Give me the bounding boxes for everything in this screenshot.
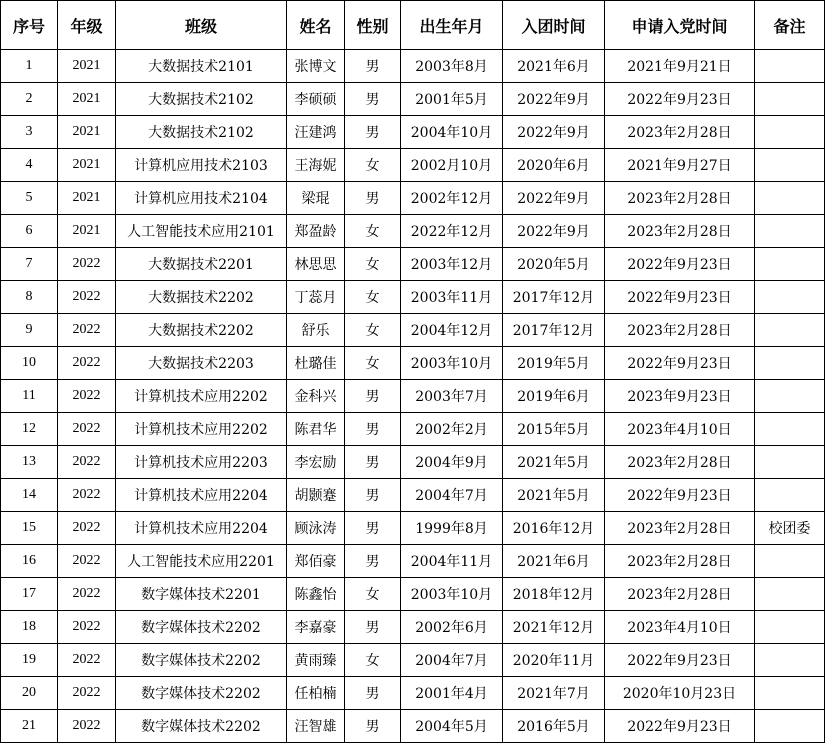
cell-index: 17 — [1, 578, 58, 611]
cell-index: 18 — [1, 611, 58, 644]
cell-gender: 男 — [345, 413, 401, 446]
cell-grade: 2021 — [58, 215, 116, 248]
cell-grade: 2021 — [58, 50, 116, 83]
cell-class: 数字媒体技术2202 — [116, 611, 287, 644]
cell-gender: 男 — [345, 116, 401, 149]
table-row — [1, 50, 825, 83]
cell-remarks — [755, 710, 825, 743]
cell-name: 李宏励 — [287, 446, 345, 479]
cell-index: 12 — [1, 413, 58, 446]
cell-class: 计算机技术应用2203 — [116, 446, 287, 479]
cell-gender: 女 — [345, 644, 401, 677]
table-row — [1, 578, 825, 611]
cell-index: 20 — [1, 677, 58, 710]
cell-class: 大数据技术2202 — [116, 281, 287, 314]
header-row — [1, 1, 825, 50]
cell-grade: 2022 — [58, 446, 116, 479]
cell-remarks — [755, 281, 825, 314]
cell-party-application-date: 2023年2月28日 — [605, 314, 755, 347]
cell-party-application-date: 2023年4月10日 — [605, 611, 755, 644]
cell-remarks — [755, 215, 825, 248]
cell-gender: 女 — [345, 347, 401, 380]
cell-grade: 2022 — [58, 677, 116, 710]
table-row — [1, 545, 825, 578]
column-header-party-application-date: 申请入党时间 — [605, 1, 755, 50]
cell-birth-date: 2001年5月 — [401, 83, 503, 116]
cell-name: 王海妮 — [287, 149, 345, 182]
table-row — [1, 83, 825, 116]
cell-league-join-date: 2017年12月 — [503, 314, 605, 347]
cell-grade: 2021 — [58, 83, 116, 116]
cell-class: 计算机应用技术2104 — [116, 182, 287, 215]
cell-name: 郑盈龄 — [287, 215, 345, 248]
cell-league-join-date: 2022年9月 — [503, 116, 605, 149]
cell-party-application-date: 2022年9月23日 — [605, 281, 755, 314]
cell-league-join-date: 2020年6月 — [503, 149, 605, 182]
cell-class: 计算机技术应用2202 — [116, 413, 287, 446]
cell-party-application-date: 2022年9月23日 — [605, 347, 755, 380]
cell-gender: 女 — [345, 314, 401, 347]
column-header-birth-date: 出生年月 — [401, 1, 503, 50]
cell-gender: 女 — [345, 578, 401, 611]
cell-league-join-date: 2022年9月 — [503, 215, 605, 248]
column-header-class: 班级 — [116, 1, 287, 50]
cell-class: 人工智能技术应用2201 — [116, 545, 287, 578]
column-header-grade: 年级 — [58, 1, 116, 50]
cell-index: 9 — [1, 314, 58, 347]
cell-party-application-date: 2023年2月28日 — [605, 512, 755, 545]
column-header-index: 序号 — [1, 1, 58, 50]
cell-name: 顾泳涛 — [287, 512, 345, 545]
cell-birth-date: 2003年12月 — [401, 248, 503, 281]
cell-class: 数字媒体技术2202 — [116, 644, 287, 677]
cell-name: 胡颢蹇 — [287, 479, 345, 512]
cell-birth-date: 2003年10月 — [401, 578, 503, 611]
table-row — [1, 248, 825, 281]
cell-birth-date: 2003年10月 — [401, 347, 503, 380]
cell-index: 10 — [1, 347, 58, 380]
cell-league-join-date: 2016年5月 — [503, 710, 605, 743]
cell-name: 丁蕊月 — [287, 281, 345, 314]
cell-grade: 2022 — [58, 413, 116, 446]
cell-birth-date: 2004年11月 — [401, 545, 503, 578]
cell-party-application-date: 2022年9月23日 — [605, 248, 755, 281]
table-row — [1, 182, 825, 215]
cell-league-join-date: 2017年12月 — [503, 281, 605, 314]
cell-birth-date: 2002年12月 — [401, 182, 503, 215]
cell-grade: 2022 — [58, 248, 116, 281]
cell-class: 大数据技术2203 — [116, 347, 287, 380]
cell-remarks — [755, 578, 825, 611]
cell-grade: 2022 — [58, 479, 116, 512]
column-header-league-join-date: 入团时间 — [503, 1, 605, 50]
cell-name: 陈鑫怡 — [287, 578, 345, 611]
cell-league-join-date: 2021年5月 — [503, 446, 605, 479]
cell-class: 大数据技术2102 — [116, 116, 287, 149]
cell-birth-date: 2003年7月 — [401, 380, 503, 413]
cell-party-application-date: 2023年2月28日 — [605, 578, 755, 611]
cell-grade: 2022 — [58, 644, 116, 677]
column-header-gender: 性别 — [345, 1, 401, 50]
cell-grade: 2021 — [58, 149, 116, 182]
cell-birth-date: 2002年2月 — [401, 413, 503, 446]
cell-remarks — [755, 248, 825, 281]
cell-birth-date: 2003年11月 — [401, 281, 503, 314]
cell-gender: 男 — [345, 710, 401, 743]
cell-remarks — [755, 116, 825, 149]
cell-grade: 2022 — [58, 347, 116, 380]
cell-party-application-date: 2020年10月23日 — [605, 677, 755, 710]
cell-class: 大数据技术2101 — [116, 50, 287, 83]
table-row — [1, 347, 825, 380]
cell-index: 14 — [1, 479, 58, 512]
cell-index: 7 — [1, 248, 58, 281]
cell-name: 郑佰豪 — [287, 545, 345, 578]
cell-gender: 女 — [345, 281, 401, 314]
cell-index: 4 — [1, 149, 58, 182]
cell-gender: 男 — [345, 512, 401, 545]
cell-remarks — [755, 446, 825, 479]
cell-birth-date: 2004年7月 — [401, 644, 503, 677]
table-row — [1, 512, 825, 545]
cell-birth-date: 2001年4月 — [401, 677, 503, 710]
cell-gender: 男 — [345, 479, 401, 512]
cell-name: 杜璐佳 — [287, 347, 345, 380]
cell-grade: 2022 — [58, 512, 116, 545]
cell-index: 8 — [1, 281, 58, 314]
cell-remarks — [755, 677, 825, 710]
cell-party-application-date: 2022年9月23日 — [605, 479, 755, 512]
cell-class: 大数据技术2202 — [116, 314, 287, 347]
cell-remarks — [755, 611, 825, 644]
cell-index: 1 — [1, 50, 58, 83]
cell-grade: 2022 — [58, 281, 116, 314]
cell-birth-date: 2004年12月 — [401, 314, 503, 347]
cell-name: 张博文 — [287, 50, 345, 83]
cell-index: 19 — [1, 644, 58, 677]
cell-gender: 男 — [345, 50, 401, 83]
cell-name: 金科兴 — [287, 380, 345, 413]
cell-gender: 男 — [345, 83, 401, 116]
table-row — [1, 710, 825, 743]
cell-class: 计算机技术应用2204 — [116, 512, 287, 545]
cell-class: 数字媒体技术2202 — [116, 677, 287, 710]
cell-league-join-date: 2022年9月 — [503, 182, 605, 215]
table-row — [1, 149, 825, 182]
cell-name: 李嘉豪 — [287, 611, 345, 644]
cell-gender: 女 — [345, 248, 401, 281]
cell-gender: 男 — [345, 446, 401, 479]
cell-grade: 2022 — [58, 314, 116, 347]
table-row — [1, 215, 825, 248]
cell-league-join-date: 2021年5月 — [503, 479, 605, 512]
cell-grade: 2022 — [58, 380, 116, 413]
cell-name: 汪建鸿 — [287, 116, 345, 149]
cell-birth-date: 2002月10月 — [401, 149, 503, 182]
cell-party-application-date: 2023年2月28日 — [605, 446, 755, 479]
table-row — [1, 446, 825, 479]
cell-remarks — [755, 149, 825, 182]
cell-gender: 女 — [345, 149, 401, 182]
table-row — [1, 413, 825, 446]
cell-birth-date: 2004年9月 — [401, 446, 503, 479]
table-row — [1, 380, 825, 413]
table-row — [1, 677, 825, 710]
cell-party-application-date: 2022年9月23日 — [605, 710, 755, 743]
cell-league-join-date: 2022年9月 — [503, 83, 605, 116]
cell-class: 计算机技术应用2202 — [116, 380, 287, 413]
cell-class: 大数据技术2102 — [116, 83, 287, 116]
cell-name: 林思思 — [287, 248, 345, 281]
cell-league-join-date: 2018年12月 — [503, 578, 605, 611]
cell-class: 计算机应用技术2103 — [116, 149, 287, 182]
cell-remarks — [755, 479, 825, 512]
cell-remarks — [755, 314, 825, 347]
cell-party-application-date: 2022年9月23日 — [605, 83, 755, 116]
cell-remarks — [755, 413, 825, 446]
cell-class: 人工智能技术应用2101 — [116, 215, 287, 248]
table-row — [1, 611, 825, 644]
cell-grade: 2022 — [58, 710, 116, 743]
cell-party-application-date: 2021年9月21日 — [605, 50, 755, 83]
cell-index: 15 — [1, 512, 58, 545]
cell-birth-date: 2004年5月 — [401, 710, 503, 743]
cell-league-join-date: 2021年7月 — [503, 677, 605, 710]
cell-remarks: 校团委 — [755, 512, 825, 545]
cell-remarks — [755, 644, 825, 677]
column-header-remarks: 备注 — [755, 1, 825, 50]
cell-party-application-date: 2021年9月27日 — [605, 149, 755, 182]
cell-party-application-date: 2023年2月28日 — [605, 182, 755, 215]
cell-name: 任柏楠 — [287, 677, 345, 710]
cell-party-application-date: 2023年9月23日 — [605, 380, 755, 413]
table-row — [1, 116, 825, 149]
cell-class: 计算机技术应用2204 — [116, 479, 287, 512]
cell-name: 陈君华 — [287, 413, 345, 446]
cell-league-join-date: 2021年6月 — [503, 50, 605, 83]
cell-grade: 2022 — [58, 578, 116, 611]
cell-name: 舒乐 — [287, 314, 345, 347]
cell-gender: 男 — [345, 380, 401, 413]
cell-league-join-date: 2019年6月 — [503, 380, 605, 413]
cell-birth-date: 2004年7月 — [401, 479, 503, 512]
cell-grade: 2022 — [58, 611, 116, 644]
table-header — [1, 1, 825, 50]
cell-league-join-date: 2019年5月 — [503, 347, 605, 380]
column-header-name: 姓名 — [287, 1, 345, 50]
table-row — [1, 281, 825, 314]
cell-league-join-date: 2021年12月 — [503, 611, 605, 644]
cell-class: 大数据技术2201 — [116, 248, 287, 281]
cell-gender: 男 — [345, 182, 401, 215]
cell-gender: 男 — [345, 545, 401, 578]
cell-league-join-date: 2020年5月 — [503, 248, 605, 281]
cell-index: 2 — [1, 83, 58, 116]
cell-index: 11 — [1, 380, 58, 413]
cell-league-join-date: 2021年6月 — [503, 545, 605, 578]
cell-remarks — [755, 347, 825, 380]
cell-remarks — [755, 380, 825, 413]
cell-party-application-date: 2023年4月10日 — [605, 413, 755, 446]
cell-birth-date: 2022年12月 — [401, 215, 503, 248]
cell-league-join-date: 2020年11月 — [503, 644, 605, 677]
cell-party-application-date: 2023年2月28日 — [605, 545, 755, 578]
cell-index: 6 — [1, 215, 58, 248]
cell-gender: 女 — [345, 215, 401, 248]
cell-grade: 2021 — [58, 182, 116, 215]
cell-gender: 男 — [345, 611, 401, 644]
cell-index: 5 — [1, 182, 58, 215]
cell-league-join-date: 2015年5月 — [503, 413, 605, 446]
cell-birth-date: 2004年10月 — [401, 116, 503, 149]
cell-name: 黄雨臻 — [287, 644, 345, 677]
cell-index: 13 — [1, 446, 58, 479]
cell-remarks — [755, 545, 825, 578]
cell-name: 梁琨 — [287, 182, 345, 215]
cell-remarks — [755, 83, 825, 116]
table-row — [1, 644, 825, 677]
cell-party-application-date: 2023年2月28日 — [605, 116, 755, 149]
cell-index: 21 — [1, 710, 58, 743]
table-body — [1, 50, 825, 743]
cell-name: 汪智雄 — [287, 710, 345, 743]
cell-class: 数字媒体技术2201 — [116, 578, 287, 611]
cell-index: 16 — [1, 545, 58, 578]
table-row — [1, 314, 825, 347]
cell-gender: 男 — [345, 677, 401, 710]
cell-birth-date: 1999年8月 — [401, 512, 503, 545]
cell-birth-date: 2002年6月 — [401, 611, 503, 644]
cell-party-application-date: 2022年9月23日 — [605, 644, 755, 677]
cell-grade: 2021 — [58, 116, 116, 149]
cell-league-join-date: 2016年12月 — [503, 512, 605, 545]
cell-name: 李硕硕 — [287, 83, 345, 116]
cell-birth-date: 2003年8月 — [401, 50, 503, 83]
table-row — [1, 479, 825, 512]
cell-remarks — [755, 182, 825, 215]
cell-class: 数字媒体技术2202 — [116, 710, 287, 743]
cell-party-application-date: 2023年2月28日 — [605, 215, 755, 248]
cell-index: 3 — [1, 116, 58, 149]
cell-grade: 2022 — [58, 545, 116, 578]
cell-remarks — [755, 50, 825, 83]
